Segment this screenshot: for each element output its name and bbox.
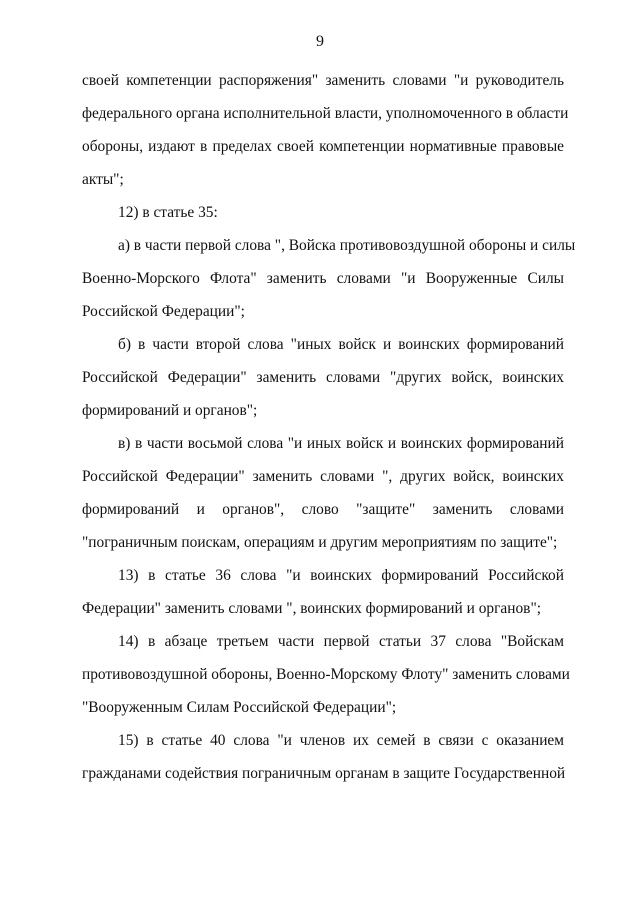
text-line: а) в части первой слова ", Войска противовоздушной обороны и силы xyxy=(118,237,576,254)
text-line: Российской Федерации" заменить словами ", других войск, воинских xyxy=(82,468,564,485)
text-line: Военно-Морского Флота" заменить словами "и Вооруженные Силы xyxy=(82,270,564,287)
page-number: 9 xyxy=(316,33,324,50)
text-line: 13) в статье 36 слова "и воинских формирований Российской xyxy=(118,567,564,584)
text-line: 15) в статье 40 слова "и членов их семей в связи с оказанием xyxy=(118,732,564,749)
text-line: формирований и органов"; xyxy=(82,402,258,419)
text-line: "Вооруженным Силам Российской Федерации"; xyxy=(82,699,397,716)
text-line: б) в части второй слова "иных войск и воинских формирований xyxy=(118,336,564,353)
paragraph xyxy=(82,625,570,724)
paragraph xyxy=(82,196,564,229)
text-line: федерального органа исполнительной власти, уполномоченного в области xyxy=(82,105,569,122)
text-line: 12) в статье 35: xyxy=(118,204,218,221)
text-line: 14) в абзаце третьем части первой статьи 37 слова "Войскам xyxy=(118,633,564,650)
paragraph xyxy=(82,328,564,427)
text-line: обороны, издают в пределах своей компетенции нормативные правовые xyxy=(82,138,564,155)
paragraph xyxy=(82,427,564,559)
paragraph xyxy=(82,724,564,790)
paragraph xyxy=(82,559,564,625)
text-line: "пограничным поискам, операциям и другим мероприятиям по защите"; xyxy=(82,534,558,551)
text-line: Российской Федерации" заменить словами "других войск, воинских xyxy=(82,369,564,386)
document-body xyxy=(82,64,576,790)
text-line: Российской Федерации"; xyxy=(82,303,245,320)
paragraph xyxy=(82,64,569,196)
paragraph xyxy=(82,229,576,328)
text-line: своей компетенции распоряжения" заменить словами "и руководитель xyxy=(82,72,564,89)
text-line: противовоздушной обороны, Военно-Морскому Флоту" заменить словами xyxy=(82,666,570,683)
text-line: гражданами содействия пограничным органам в защите Государственной xyxy=(82,765,566,782)
text-line: в) в части восьмой слова "и иных войск и воинских формирований xyxy=(118,435,564,452)
text-line: акты"; xyxy=(82,171,124,188)
text-line: Федерации" заменить словами ", воинских формирований и органов"; xyxy=(82,600,542,617)
text-line: формирований и органов", слово "защите" заменить словами xyxy=(82,501,564,518)
